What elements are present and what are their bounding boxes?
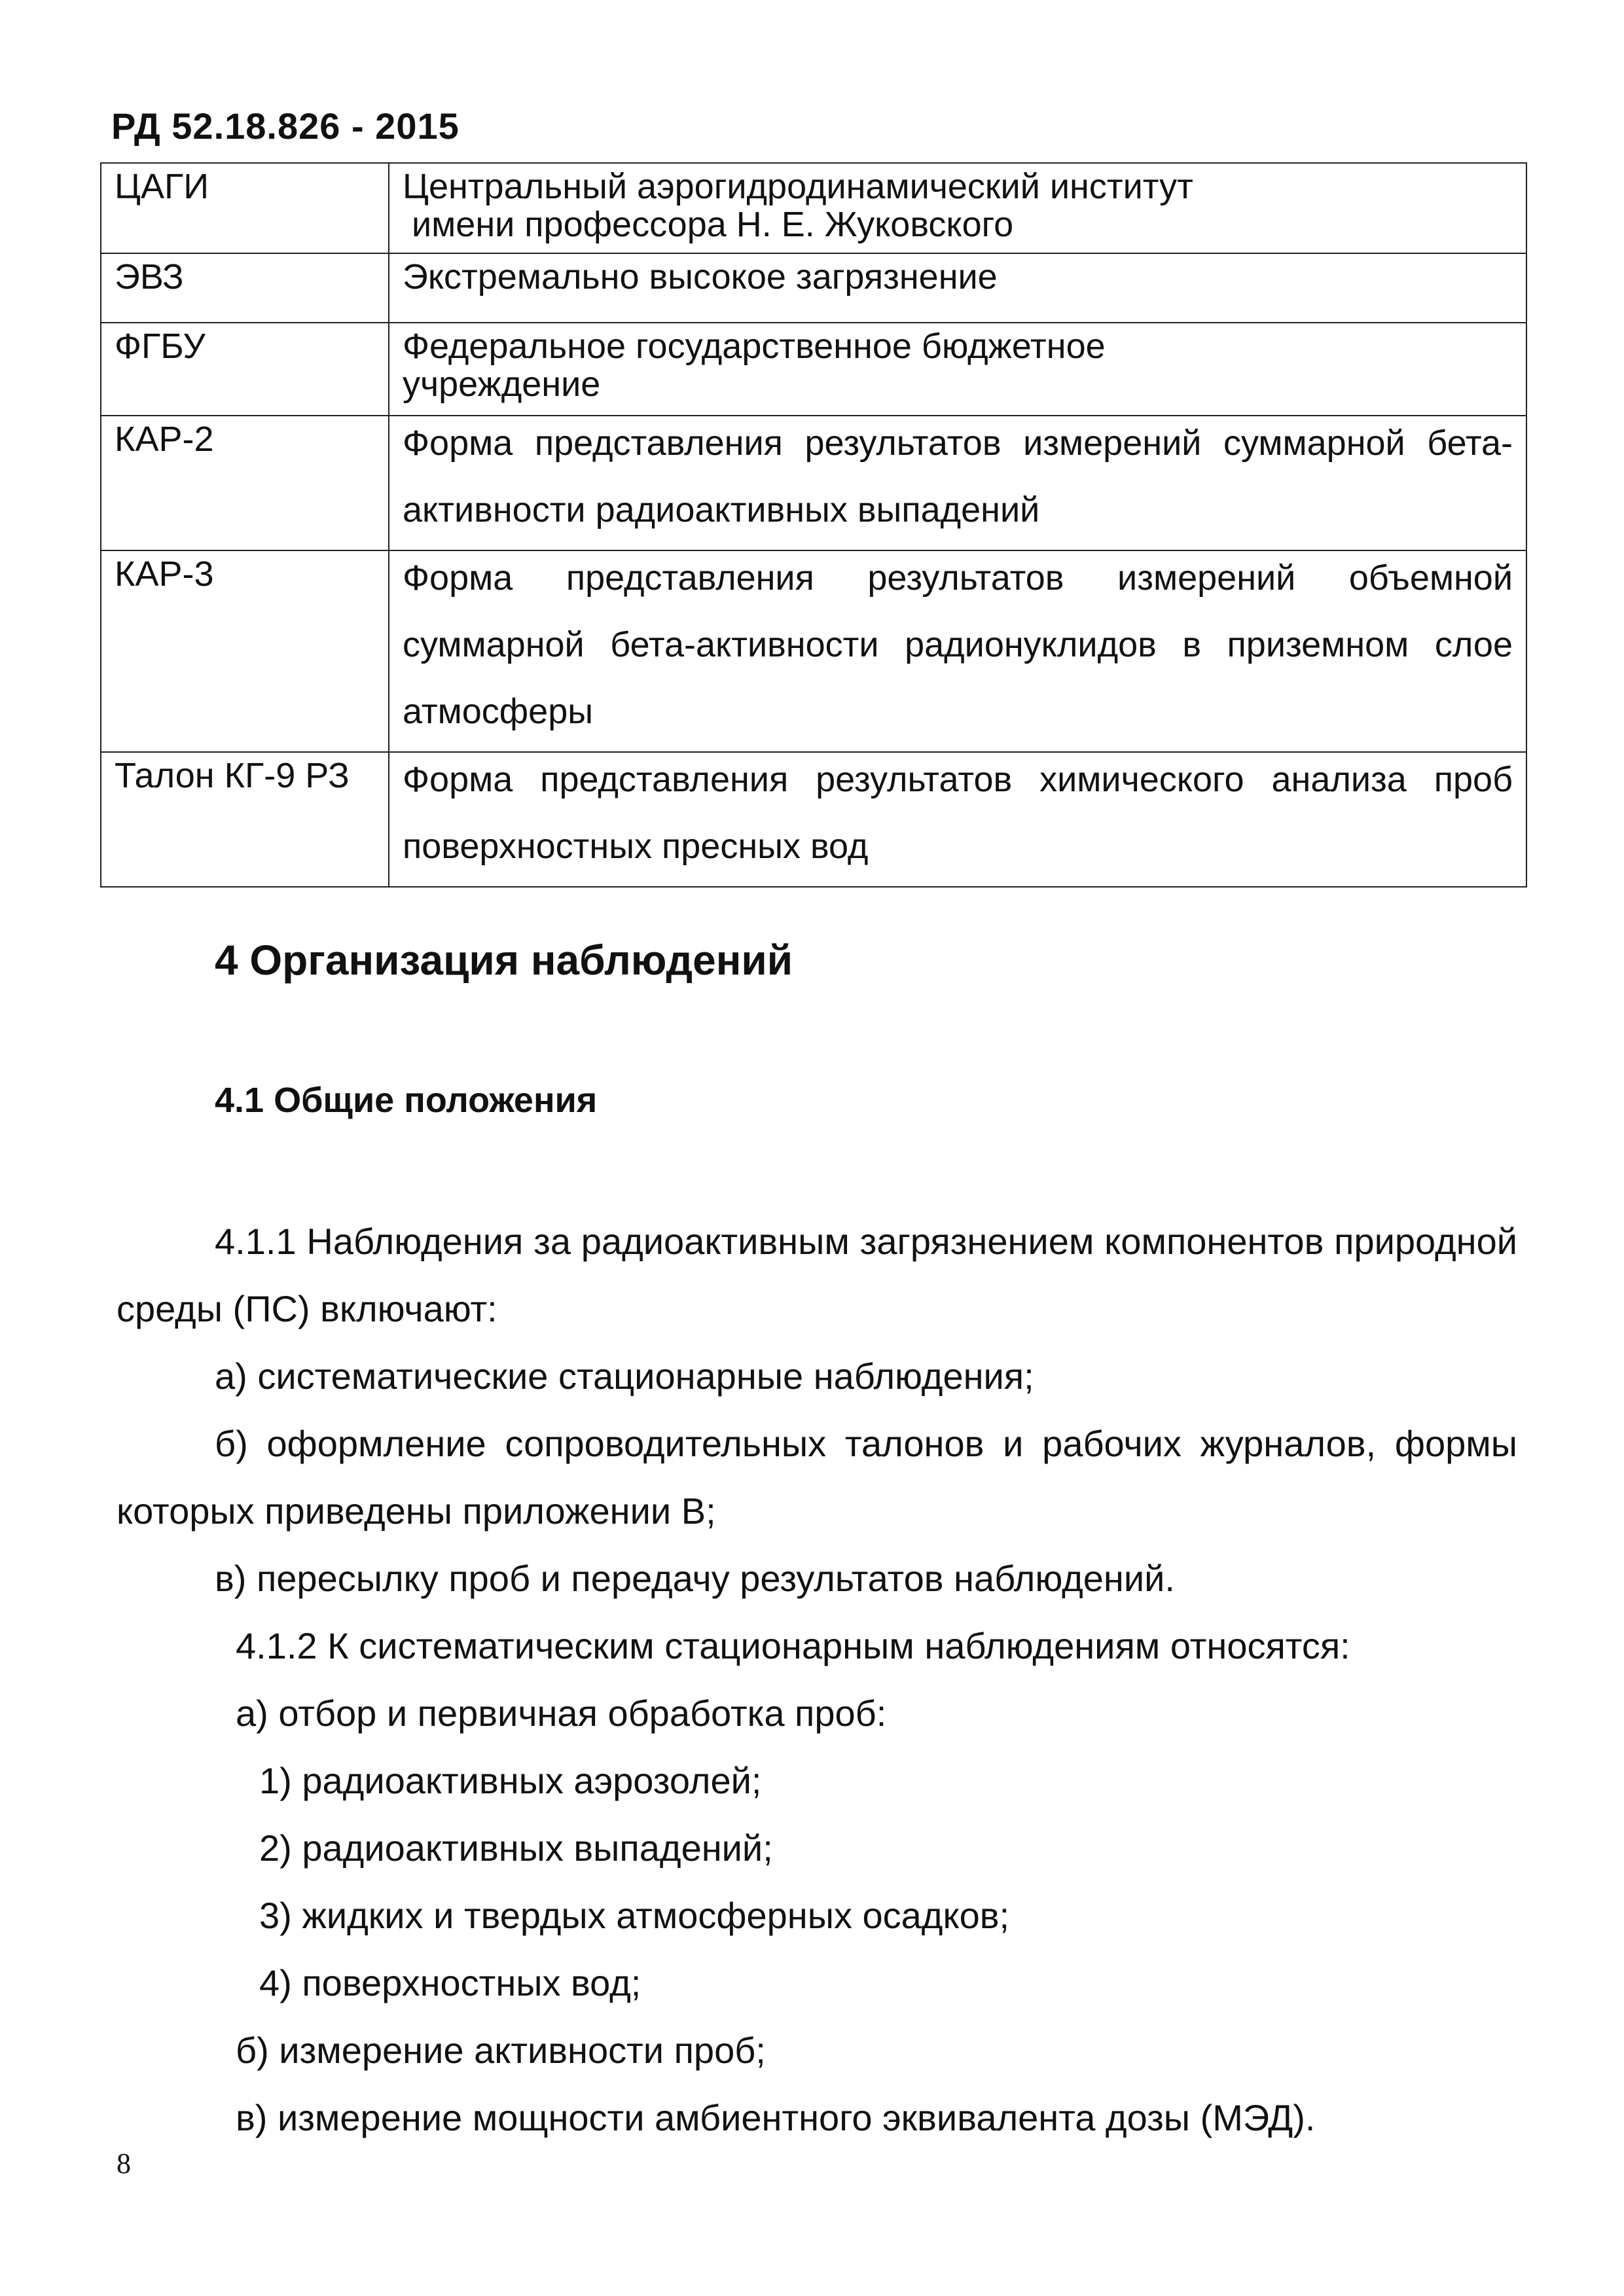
list-item: 3) жидких и твердых атмосферных осадков; (259, 1895, 1010, 1936)
table-row (101, 253, 1526, 323)
definition-line: Федеральное государственное бюджетное (403, 327, 1106, 366)
list-item: а) отбор и первичная обработка проб: (236, 1693, 887, 1734)
list-item: б) измерение активности проб; (236, 2030, 766, 2071)
abbreviation-definition (389, 752, 1526, 887)
list-item: 2) радиоактивных выпадений; (259, 1827, 773, 1869)
table-row (101, 752, 1526, 887)
list-item: 1) радиоактивных аэрозолей; (259, 1760, 762, 1801)
table-row (101, 323, 1526, 416)
list-item: 4) поверхностных вод; (259, 1962, 641, 2003)
list-item: в) измерение мощности амбиентного эквивалента дозы (МЭД). (236, 2097, 1316, 2138)
abbreviation-term: ФГБУ (101, 323, 389, 416)
page-number: 8 (117, 2147, 131, 2179)
abbreviation-term: КАР-3 (101, 550, 389, 752)
abbreviations-table (100, 162, 1527, 888)
paragraph: 4.1.2 К систематическим стационарным наблюдениям относятся: (236, 1625, 1350, 1666)
table-row (101, 550, 1526, 752)
table-row (101, 416, 1526, 550)
definition-text: Форма представления результатов химического анализа проб поверхностных пресных вод (403, 760, 1513, 866)
definition-line: Центральный аэрогидродинамический институт (403, 167, 1193, 206)
definition-line: имени профессора Н. Е. Жуковского (412, 205, 1014, 244)
abbreviation-definition (389, 550, 1526, 752)
abbreviation-definition (389, 163, 1526, 253)
abbreviation-term: КАР-2 (101, 416, 389, 550)
abbreviation-definition (389, 416, 1526, 550)
list-item: в) пересылку проб и передачу результатов наблюдений. (215, 1558, 1175, 1599)
definition-line: учреждение (403, 365, 601, 404)
definition-text: Форма представления результатов измерений объемной суммарной бета-активности радионуклидов в приземном слое атмосферы (403, 558, 1513, 731)
abbreviation-definition: Экстремально высокое загрязнение (389, 253, 1526, 323)
section-title: 4 Организация наблюдений (215, 937, 793, 984)
section-body (117, 1208, 1517, 2151)
document-code-header: РД 52.18.826 - 2015 (111, 105, 460, 147)
table-row (101, 163, 1526, 253)
definition-text: Форма представления результатов измерений суммарной бета-активности радиоактивных выпадений (403, 423, 1513, 529)
abbreviation-term: Талон КГ-9 РЗ (101, 752, 389, 887)
abbreviation-term: ЦАГИ (101, 163, 389, 253)
paragraph: 4.1.1 Наблюдения за радиоактивным загрязнением компонентов природной среды (ПС) включают: (117, 1221, 1517, 1329)
abbreviation-definition (389, 323, 1526, 416)
subsection-title: 4.1 Общие положения (215, 1081, 598, 1120)
abbreviation-term: ЭВЗ (101, 253, 389, 323)
list-item: а) систематические стационарные наблюдения; (215, 1355, 1034, 1397)
list-item: б) оформление сопроводительных талонов и рабочих журналов, формы которых приведены приложении В; (117, 1423, 1517, 1532)
